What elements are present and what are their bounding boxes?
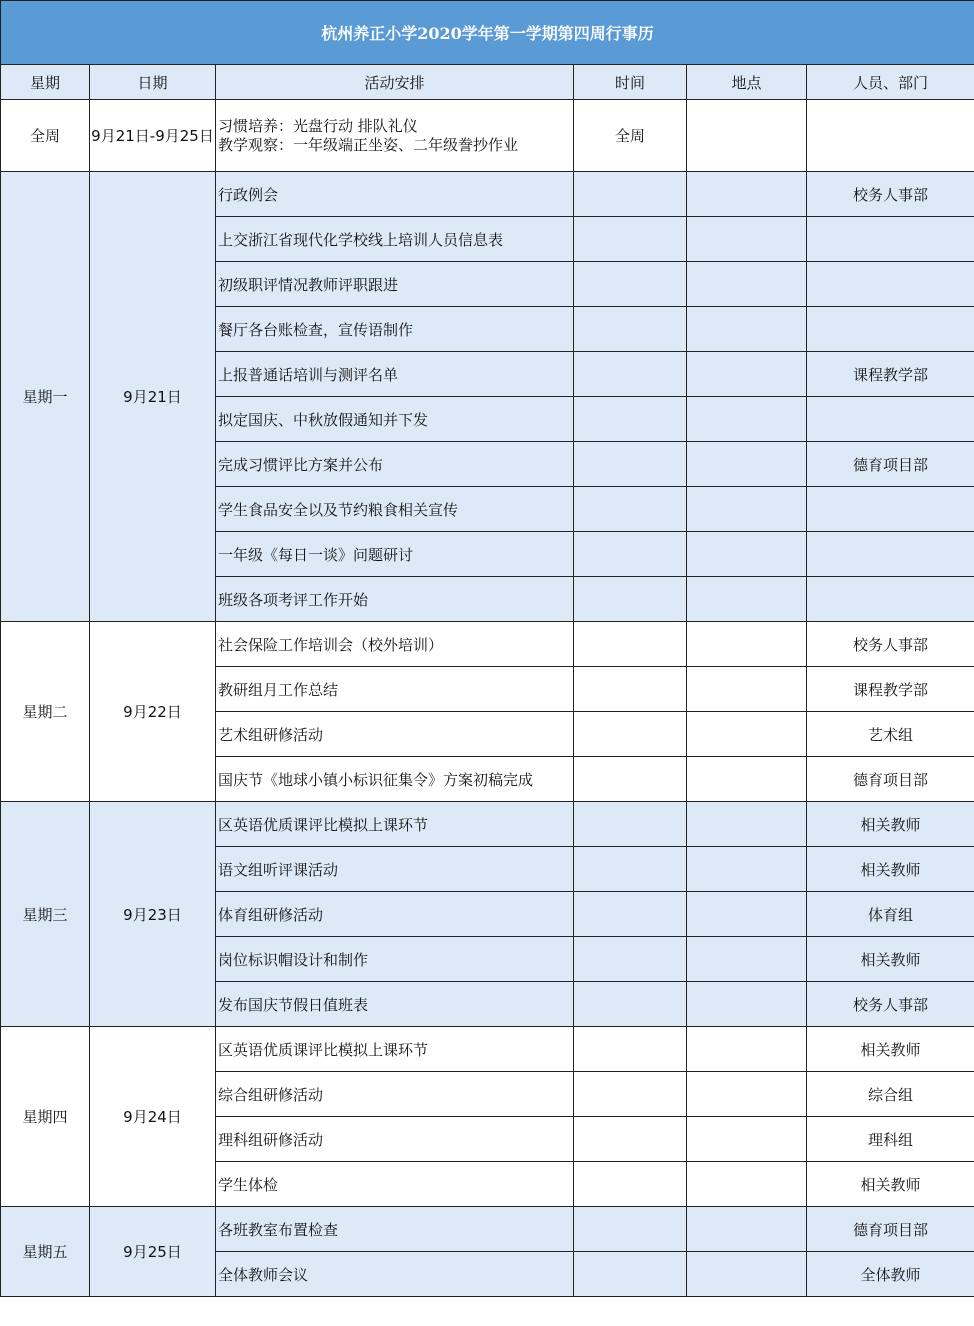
place-cell [687,262,807,307]
activity-cell: 区英语优质课评比模拟上课环节 [216,802,574,847]
dept-cell [807,397,974,442]
all-week-activity-2: 教学观察：一年级端正坐姿、二年级誊抄作业 [218,135,519,154]
dept-cell: 相关教师 [807,1162,974,1207]
place-cell [687,1117,807,1162]
dept-cell: 体育组 [807,892,974,937]
header-place: 地点 [687,65,807,100]
dept-cell: 相关教师 [807,847,974,892]
activity-cell: 国庆节《地球小镇小标识征集令》方案初稿完成 [216,757,574,802]
dept-cell: 课程教学部 [807,667,974,712]
time-cell [574,982,687,1027]
place-cell [687,802,807,847]
dept-cell [807,487,974,532]
activity-cell: 上报普通话培训与测评名单 [216,352,574,397]
weekday-cell: 星期五 [1,1207,90,1297]
activity-cell: 学生体检 [216,1162,574,1207]
time-cell [574,892,687,937]
place-cell [687,892,807,937]
dept-cell: 相关教师 [807,937,974,982]
place-cell [687,307,807,352]
header-row [1,65,974,100]
activity-cell: 发布国庆节假日值班表 [216,982,574,1027]
dept-cell [807,217,974,262]
activity-cell: 全体教师会议 [216,1252,574,1297]
all-week-day: 全周 [1,100,90,172]
place-cell [687,1072,807,1117]
all-week-place [687,100,807,172]
place-cell [687,667,807,712]
time-cell [574,532,687,577]
activity-cell: 餐厅各台账检查，宣传语制作 [216,307,574,352]
dept-cell [807,532,974,577]
header-day: 星期 [1,65,90,100]
time-cell [574,397,687,442]
activity-cell: 社会保险工作培训会（校外培训） [216,622,574,667]
time-cell [574,1252,687,1297]
activity-cell: 综合组研修活动 [216,1072,574,1117]
place-cell [687,1027,807,1072]
time-cell [574,802,687,847]
activity-cell: 一年级《每日一谈》问题研讨 [216,532,574,577]
weekday-cell: 星期二 [1,622,90,802]
all-week-row [1,100,974,172]
time-cell [574,352,687,397]
activity-cell: 班级各项考评工作开始 [216,577,574,622]
dept-cell: 相关教师 [807,1027,974,1072]
activity-row [1,622,974,667]
place-cell [687,622,807,667]
place-cell [687,172,807,217]
time-cell [574,712,687,757]
place-cell [687,397,807,442]
time-cell [574,262,687,307]
header-time: 时间 [574,65,687,100]
header-dept: 人员、部门 [807,65,974,100]
dept-cell: 全体教师 [807,1252,974,1297]
date-cell: 9月21日 [90,172,216,622]
date-cell: 9月25日 [90,1207,216,1297]
time-cell [574,1207,687,1252]
dept-cell: 理科组 [807,1117,974,1162]
time-cell [574,622,687,667]
dept-cell: 校务人事部 [807,622,974,667]
activity-cell: 艺术组研修活动 [216,712,574,757]
dept-cell: 综合组 [807,1072,974,1117]
all-week-time: 全周 [574,100,687,172]
activity-cell: 区英语优质课评比模拟上课环节 [216,1027,574,1072]
activity-cell: 完成习惯评比方案并公布 [216,442,574,487]
place-cell [687,982,807,1027]
dept-cell [807,307,974,352]
time-cell [574,847,687,892]
activity-cell: 理科组研修活动 [216,1117,574,1162]
time-cell [574,217,687,262]
activity-cell: 语文组听评课活动 [216,847,574,892]
dept-cell: 艺术组 [807,712,974,757]
date-cell: 9月23日 [90,802,216,1027]
place-cell [687,217,807,262]
dept-cell [807,577,974,622]
place-cell [687,577,807,622]
activity-cell: 上交浙江省现代化学校线上培训人员信息表 [216,217,574,262]
dept-cell: 课程教学部 [807,352,974,397]
time-cell [574,1027,687,1072]
time-cell [574,1072,687,1117]
time-cell [574,307,687,352]
header-date: 日期 [90,65,216,100]
activity-row [1,802,974,847]
all-week-date: 9月21日-9月25日 [90,100,216,172]
page-title: 杭州养正小学2020学年第一学期第四周行事历 [1,1,974,65]
time-cell [574,487,687,532]
all-week-dept [807,100,974,172]
dept-cell: 德育项目部 [807,1207,974,1252]
place-cell [687,1207,807,1252]
dept-cell: 德育项目部 [807,442,974,487]
header-activity: 活动安排 [216,65,574,100]
dept-cell [807,262,974,307]
time-cell [574,757,687,802]
activity-cell: 教研组月工作总结 [216,667,574,712]
place-cell [687,532,807,577]
dept-cell: 相关教师 [807,802,974,847]
activity-cell: 学生食品安全以及节约粮食相关宣传 [216,487,574,532]
weekday-cell: 星期四 [1,1027,90,1207]
activity-cell: 岗位标识帽设计和制作 [216,937,574,982]
dept-cell: 校务人事部 [807,172,974,217]
dept-cell: 校务人事部 [807,982,974,1027]
activity-cell: 各班教室布置检查 [216,1207,574,1252]
dept-cell: 德育项目部 [807,757,974,802]
place-cell [687,352,807,397]
activity-cell: 体育组研修活动 [216,892,574,937]
place-cell [687,1162,807,1207]
place-cell [687,757,807,802]
weekday-cell: 星期一 [1,172,90,622]
all-week-activities [216,100,574,172]
activity-cell: 拟定国庆、中秋放假通知并下发 [216,397,574,442]
weekday-cell: 星期三 [1,802,90,1027]
activity-row [1,1027,974,1072]
date-cell: 9月22日 [90,622,216,802]
place-cell [687,487,807,532]
time-cell [574,1162,687,1207]
activity-cell: 行政例会 [216,172,574,217]
all-week-activity-1: 习惯培养：光盘行动 排队礼仪 [218,116,418,135]
activity-row [1,1207,974,1252]
time-cell [574,442,687,487]
place-cell [687,937,807,982]
place-cell [687,442,807,487]
time-cell [574,1117,687,1162]
place-cell [687,847,807,892]
place-cell [687,1252,807,1297]
activity-cell: 初级职评情况教师评职跟进 [216,262,574,307]
time-cell [574,172,687,217]
date-cell: 9月24日 [90,1027,216,1207]
time-cell [574,667,687,712]
time-cell [574,937,687,982]
time-cell [574,577,687,622]
place-cell [687,712,807,757]
activity-row [1,172,974,217]
